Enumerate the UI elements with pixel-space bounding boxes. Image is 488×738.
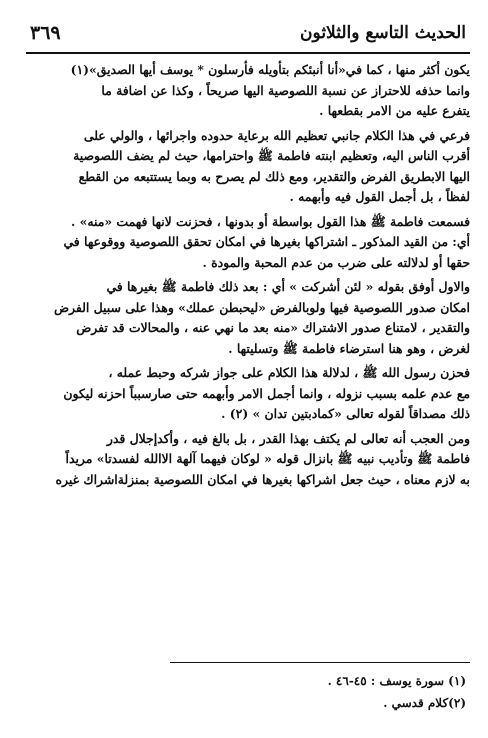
chapter-title: الحديث التاسع والثلاثون bbox=[300, 23, 466, 43]
text-line: والتقدير ، لامتناع صدور الاشتراك «منه بعد ما نهي عنه ، والمحالات قد تفرض bbox=[76, 320, 470, 335]
text-line: اليها الابطريق الفرض والتقدير، ومع ذلك لم يصرح به وبما يستتبعه من القطع bbox=[78, 168, 470, 184]
text-line: والاول أوفق بقوله « لئن أشركت » أي : بعد ذلك فاطمة ﷺ بغيرها في bbox=[106, 279, 470, 294]
text-line: لفظاً ، بل أجمل القول فيه وأبهمه . bbox=[289, 189, 470, 204]
text-line: أي: من القيد المذكور ـ اشتراكها بغيرها في امكان تحقق اللصوصية ووقوعها في bbox=[63, 234, 470, 249]
text-line: فاطمة ﷺ وتأديب نبيه ﷺ بانزال قوله « لوكان فيهما آلهة الاالله لفسدتا» مريداً bbox=[65, 451, 470, 466]
body-text bbox=[26, 60, 470, 652]
text-line: ومن العجب أنه تعالى لم يكتف بهذا القدر ، بل بالغ فيه ، وأكدإجلال قدر bbox=[106, 430, 470, 446]
page-number: ٣٦٩ bbox=[30, 22, 61, 44]
text-line: فحزن رسول الله ﷺ ، لدلالة هذا الكلام على جواز شركه وحبط عمله ، bbox=[108, 365, 470, 380]
footnote: (٢)كلام قدسي . bbox=[383, 696, 466, 710]
text-line: فرعي في هذا الكلام جانبي تعظيم الله برعاية حدوده واجرائها ، والولي على bbox=[83, 127, 470, 143]
text-line: يكون أكثر منها ، كما في«أنا أنبئكم بتأويله فأرسلون * يوسف أيها الصديق»(١) bbox=[70, 62, 470, 77]
footnotes bbox=[26, 670, 466, 714]
text-line: مع عدم علمه بسبب نزوله ، وانما أجمل الامر وأبهمه حتى صارسبباً احزنه ليكون bbox=[63, 385, 470, 401]
page-header bbox=[30, 18, 466, 48]
text-line: به لازم معناه ، حيث جعل اشراكها بغيرها في امكان اللصوصية بمنزلةاشراك غيره bbox=[55, 471, 470, 487]
footnote: (١) سورة يوسف : ٤٥-٤٦ . bbox=[327, 674, 466, 688]
text-line: ذلك مصداقاً لقوله تعالى «كمادبتين تدان » (٢) . bbox=[221, 406, 470, 421]
text-line: يتفرع عليه من الامر بقطعها . bbox=[319, 103, 470, 118]
footnote-rule bbox=[170, 662, 470, 663]
text-line: أقرب الناس اليه، وتعظيم ابنته فاطمة ﷺ واحترامها، حيث لم يضف اللصوصية bbox=[73, 148, 470, 163]
text-line: لغرض ، وهو هنا استرضاء فاطمة ﷺ وتسليتها . bbox=[228, 340, 470, 356]
text-line: امكان صدور اللصوصية فيها ولوبالفرض «ليحبطن عملك» وهذا على سبيل الفرض bbox=[54, 299, 470, 315]
text-line: وانما حذفه للاحتراز عن نسبة اللصوصية اليها صريحاً ، وكذا عن اضافة ما bbox=[101, 82, 470, 98]
text-line: فسمعت فاطمة ﷺ هذا القول بواسطة أو بدونها ، فحزنت لانها فهمت «منه» . bbox=[70, 213, 470, 229]
header-rule bbox=[26, 52, 470, 54]
text-line: حقها أو لدلالته على ضرب من عدم المحبة والمودة . bbox=[202, 254, 470, 270]
